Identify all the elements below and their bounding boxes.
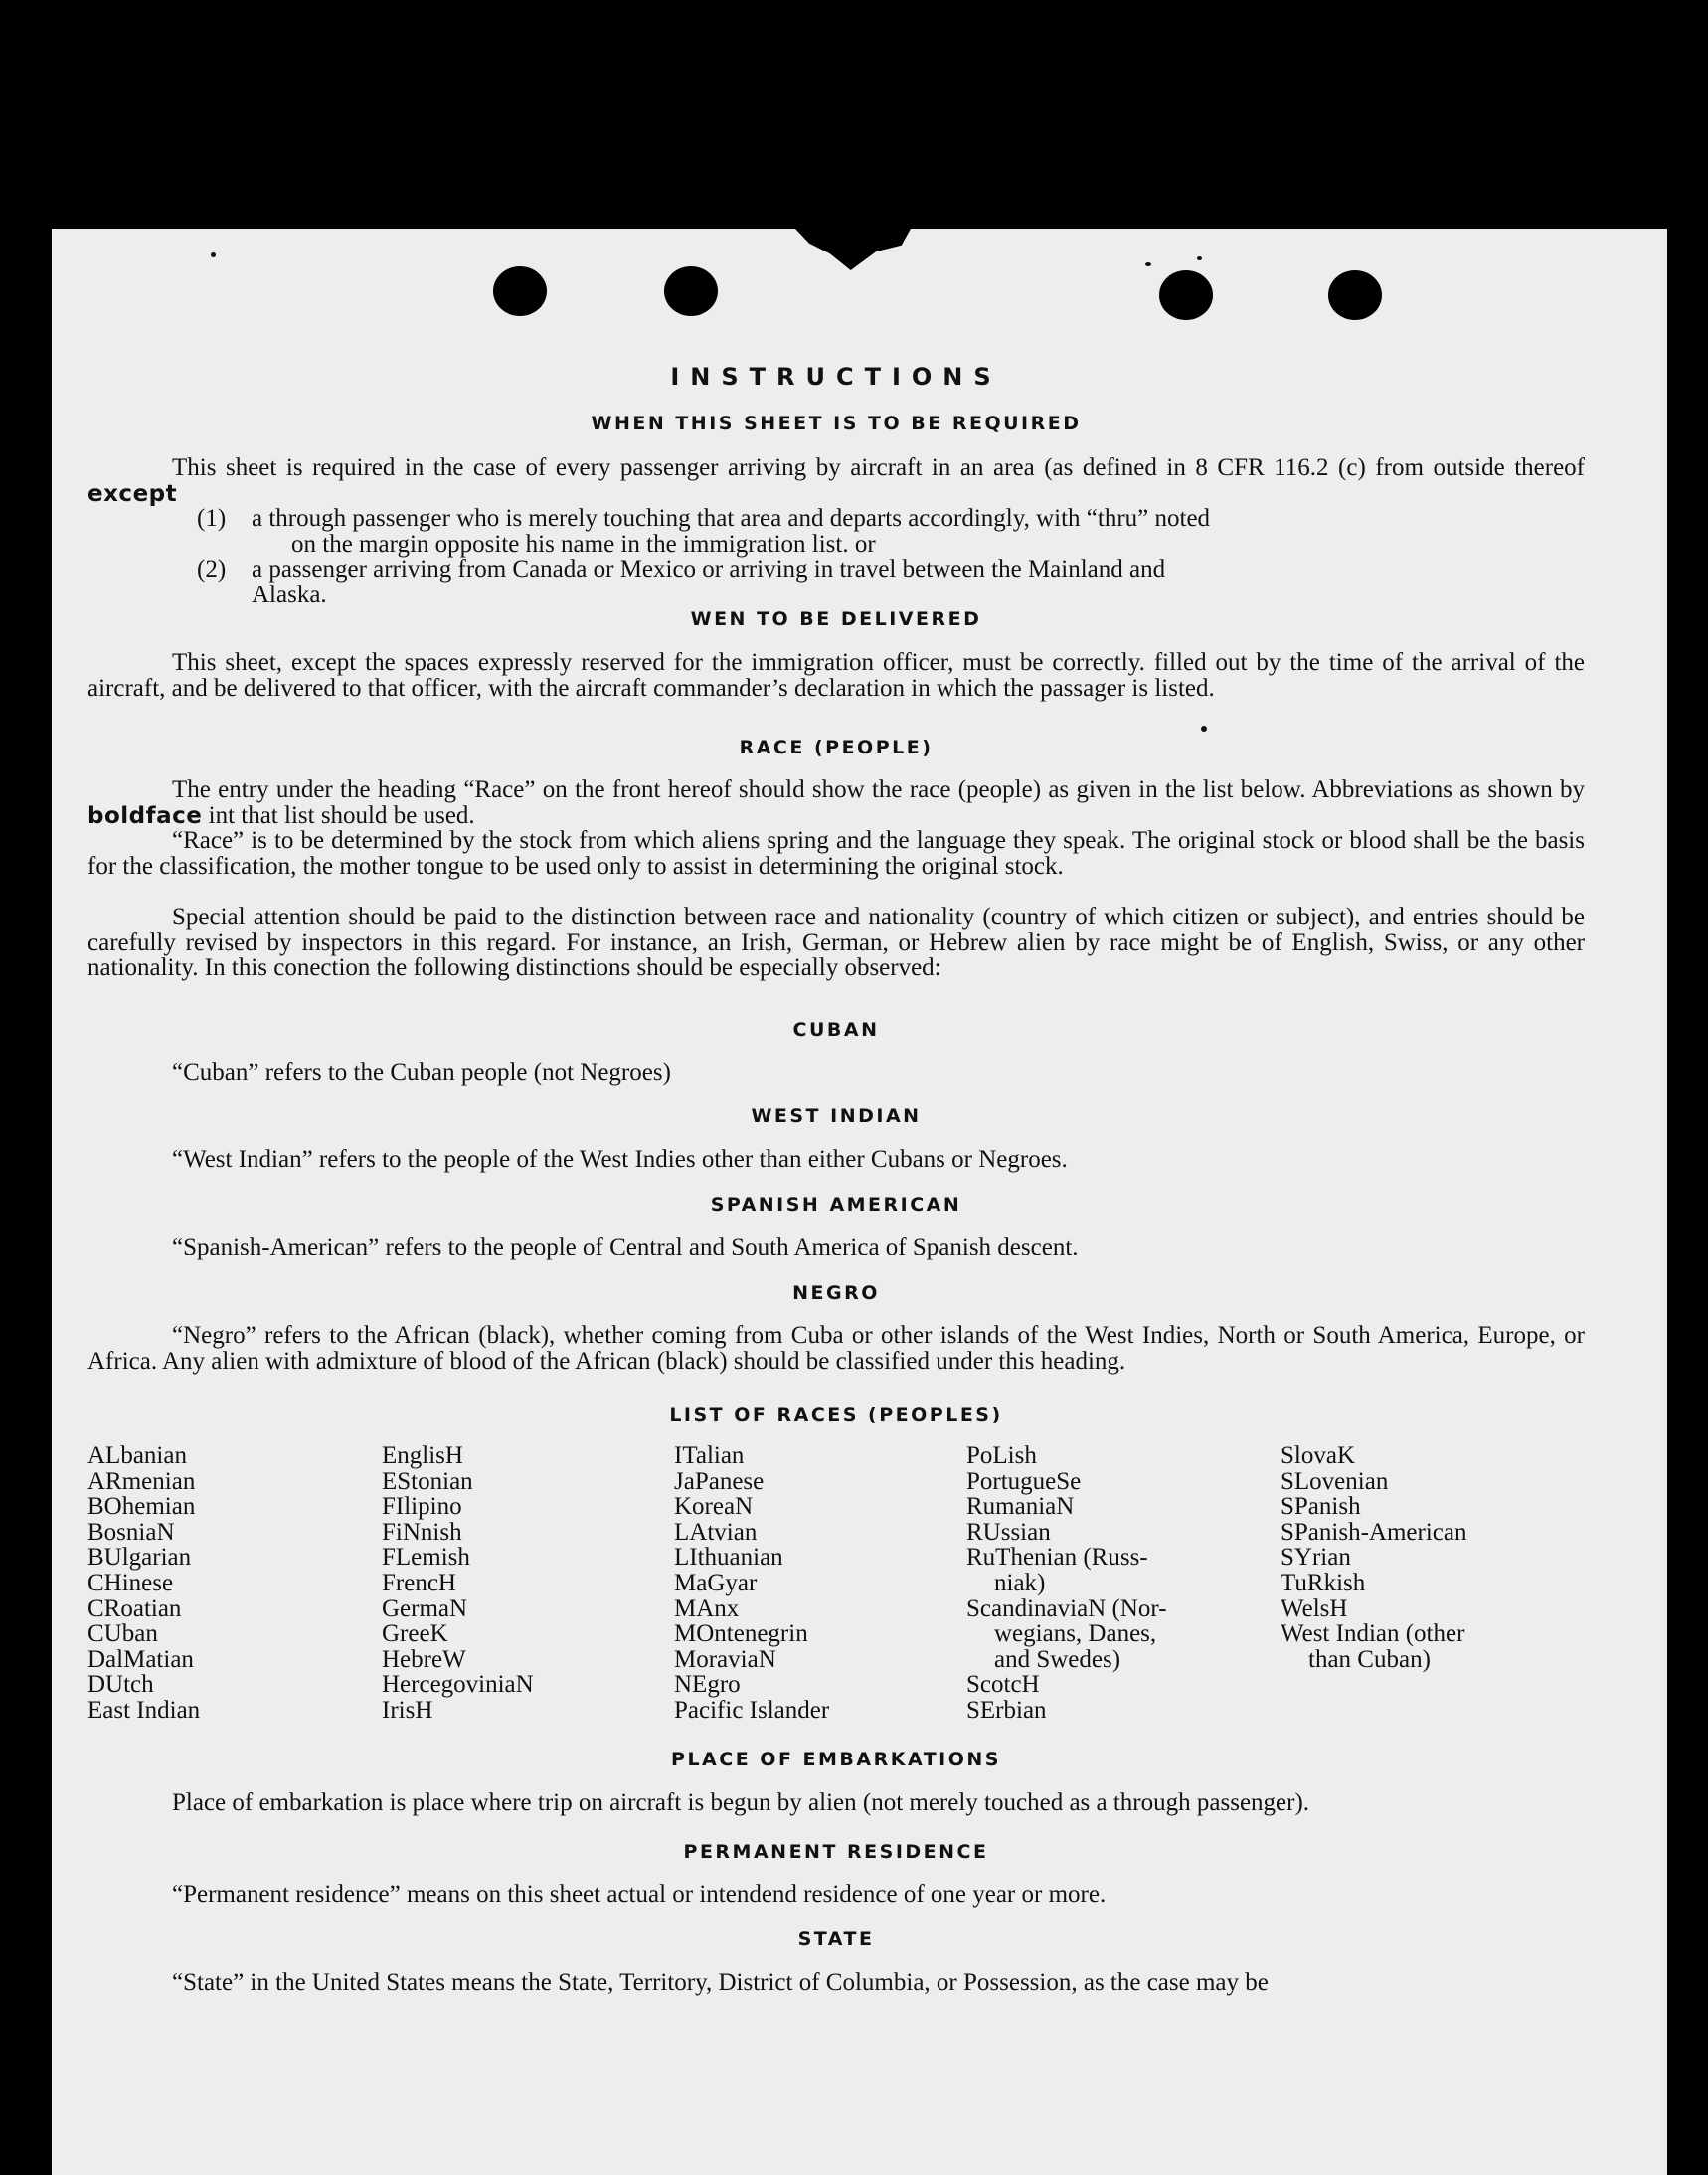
heading-spanish-american: SPANISH AMERICAN (710, 1194, 962, 1216)
required-intro: This sheet is required in the case of every passenger arriving by aircraft in an area (as defined in 8 CFR 116.2 (c) from outside thereof except (87, 454, 1585, 507)
race-entry: CUban (87, 1620, 158, 1648)
race-entry: SPanish-American (1281, 1518, 1467, 1546)
heading-west-indian: WEST INDIAN (751, 1105, 922, 1127)
heading-when-required: WHEN THIS SHEET IS TO BE REQUIRED (591, 413, 1082, 434)
race-entry: BosniaN (87, 1518, 175, 1546)
race-entry: Pacific Islander (674, 1696, 830, 1724)
race-paragraph-1: The entry under the heading “Race” on the front hereof should show the race (people) as given in the list below. Abbreviations as shown by boldface int that list should be used. (87, 776, 1585, 829)
race-entry: RumaniaN (966, 1493, 1075, 1521)
race-entry: SYrian (1281, 1544, 1351, 1572)
race-entry: PortugueSe (966, 1467, 1082, 1495)
races-column-3 (674, 1443, 829, 1724)
spanish-american-text: “Spanish-American” refers to the people of Central and South America of Spanish descent. (172, 1234, 1079, 1260)
race-entry: JaPanese (674, 1467, 765, 1495)
cuban-text: “Cuban” refers to the Cuban people (not Negroes) (172, 1059, 671, 1086)
exception-item-2: (2) a passenger arriving from Canada or Mexico or arriving in travel between the Mainland and Alaska. (197, 556, 1166, 608)
torn-edge (795, 229, 911, 270)
race-entry: RuThenian (Russ- (966, 1544, 1148, 1572)
race-paragraph-2: “Race” is to be determined by the stock from which aliens spring and the language they speak. The original stock or blood shall be the basis for the classification, the mother tongue to be used only to assist in determining the original stock. (87, 827, 1585, 880)
instruction-sheet (52, 229, 1667, 2175)
race-entry: KoreaN (674, 1493, 754, 1521)
race-entry: HebreW (382, 1645, 466, 1673)
race-entry: MAnx (674, 1594, 740, 1622)
race-entry: LIthuanian (674, 1544, 783, 1572)
races-column-4 (966, 1443, 1167, 1724)
race-entry: NEgro (674, 1671, 741, 1699)
race-entry: MoraviaN (674, 1645, 776, 1673)
race-entry: RUssian (966, 1518, 1051, 1546)
race-entry: FiNnish (382, 1518, 462, 1546)
speck (211, 252, 216, 257)
race-entry: GreeK (382, 1620, 448, 1648)
state-text: “State” in the United States means the State, Territory, District of Columbia, or Possession, as the case may be (172, 1969, 1269, 1996)
race-entry: PoLish (966, 1442, 1037, 1469)
heading-cuban: CUBAN (792, 1019, 880, 1041)
race-entry: BUlgarian (87, 1544, 192, 1572)
heading-state: STATE (797, 1928, 875, 1950)
race-entry: DUtch (87, 1671, 154, 1699)
race-entry: DalMatian (87, 1645, 194, 1673)
race-paragraph-3: Special attention should be paid to the distinction between race and nationality (country of which citizen or subject), and entries should be carefully revised by inspectors in this regard. For instance, an Irish, German, or Hebrew alien by race might be of English, Swiss, or any other nationality. In this conection the following distinctions should be especially observed: (87, 904, 1585, 981)
except-bold: except (87, 480, 178, 507)
race-entry: FIlipino (382, 1493, 462, 1521)
speck (1145, 262, 1151, 266)
race-entry: ARmenian (87, 1467, 196, 1495)
speck (1201, 726, 1207, 732)
heading-race: RACE (PEOPLE) (739, 737, 934, 758)
race-entry: ITalian (674, 1442, 745, 1469)
race-entry: SPanish (1281, 1493, 1361, 1521)
race-entry: West Indian (other (1281, 1620, 1465, 1648)
races-column-1 (87, 1443, 200, 1724)
punch-hole (664, 266, 718, 316)
punch-hole (1159, 270, 1213, 320)
race-entry: than Cuban) (1308, 1645, 1431, 1673)
race-entry: ScotcH (966, 1671, 1040, 1699)
race-entry: MOntenegrin (674, 1620, 808, 1648)
negro-text: “Negro” refers to the African (black), whether coming from Cuba or other islands of the West Indies, North or South America, Europe, or Africa. Any alien with admixture of blood of the African (black) should be classified under this heading. (87, 1322, 1585, 1375)
heading-embarkation: PLACE OF EMBARKATIONS (671, 1749, 1001, 1770)
races-column-2 (382, 1443, 534, 1724)
heading-permanent-residence: PERMANENT RESIDENCE (683, 1841, 989, 1863)
race-entry: MaGyar (674, 1569, 758, 1596)
punch-hole (493, 266, 547, 316)
race-entry: FLemish (382, 1544, 470, 1572)
race-entry: FrencH (382, 1569, 456, 1596)
race-entry: SLovenian (1281, 1467, 1389, 1495)
race-entry: GermaN (382, 1594, 468, 1622)
heading-negro: NEGRO (792, 1282, 880, 1304)
race-entry: East Indian (87, 1696, 201, 1724)
race-entry: BOhemian (87, 1493, 196, 1521)
race-entry: HercegoviniaN (382, 1671, 534, 1699)
heading-list-of-races: LIST OF RACES (PEOPLES) (669, 1404, 1003, 1425)
race-entry: wegians, Danes, (994, 1620, 1157, 1648)
race-entry: IrisH (382, 1696, 433, 1724)
race-entry: and Swedes) (994, 1645, 1121, 1673)
page-title: INSTRUCTIONS (670, 363, 1002, 391)
race-entry: ALbanian (87, 1442, 187, 1469)
race-entry: TuRkish (1281, 1569, 1366, 1596)
punch-hole (1328, 270, 1382, 320)
race-entry: EStonian (382, 1467, 473, 1495)
heading-delivered: WEN TO BE DELIVERED (690, 608, 982, 630)
races-column-5 (1281, 1443, 1466, 1672)
speck (1197, 256, 1202, 260)
race-entry: ScandinaviaN (Nor- (966, 1594, 1167, 1622)
exception-item-1: (1) a through passenger who is merely touching that area and departs accordingly, with “thru” noted on the margin opposite his name in the immigration list. or (197, 505, 1211, 558)
race-entry: niak) (994, 1569, 1046, 1596)
race-entry: LAtvian (674, 1518, 758, 1546)
race-entry: WelsH (1281, 1594, 1348, 1622)
boldface-word: boldface (87, 802, 203, 829)
west-indian-text: “West Indian” refers to the people of the West Indies other than either Cubans or Negroes. (172, 1146, 1068, 1173)
embarkation-text: Place of embarkation is place where trip on aircraft is begun by alien (not merely touched as a through passenger). (172, 1789, 1310, 1816)
race-entry: SErbian (966, 1696, 1047, 1724)
race-entry: EnglisH (382, 1442, 463, 1469)
race-entry: CRoatian (87, 1594, 182, 1622)
delivered-text: This sheet, except the spaces expressly reserved for the immigration officer, must be correctly. filled out by the time of the arrival of the aircraft, and be delivered to that officer, with the aircraft commander’s declaration in which the passager is listed. (87, 649, 1585, 702)
race-entry: SlovaK (1281, 1442, 1355, 1469)
race-entry: CHinese (87, 1569, 174, 1596)
residence-text: “Permanent residence” means on this sheet actual or intendend residence of one year or more. (172, 1881, 1107, 1908)
